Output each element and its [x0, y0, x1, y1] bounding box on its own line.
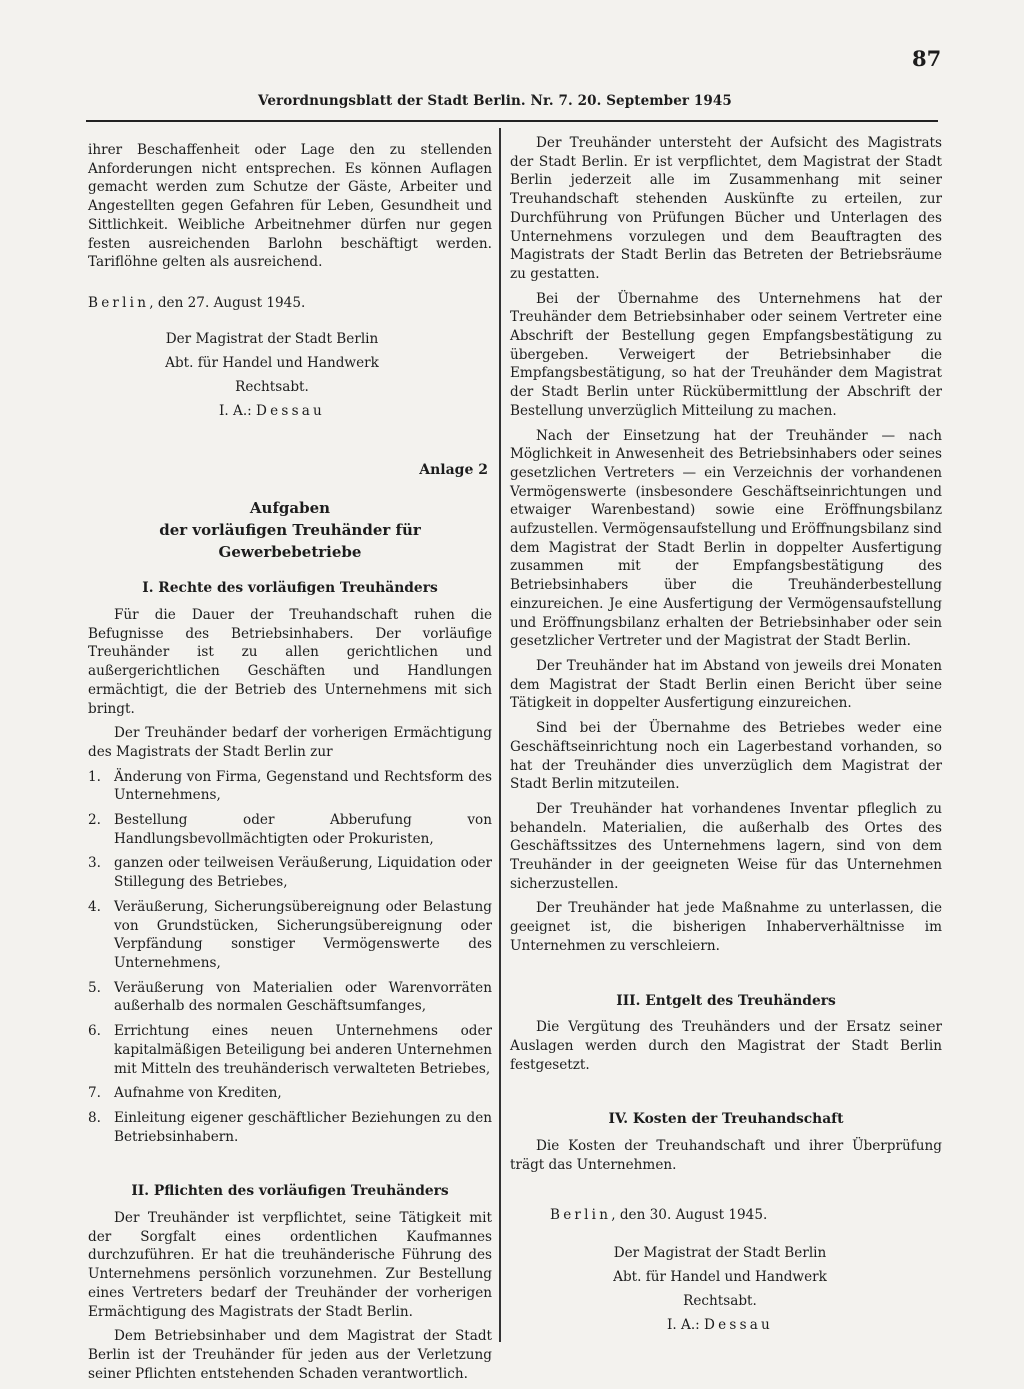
- list-item: [88, 1084, 492, 1103]
- header-rule: [86, 120, 938, 122]
- signature-line-2: Abt. für Handel und Handwerk: [165, 354, 379, 371]
- list-item: [88, 768, 492, 805]
- list-number: 4.: [88, 898, 101, 915]
- section-2-heading: II. Pflichten des vorläufigen Treuhänders: [131, 1183, 449, 1200]
- date-place: Berlin: [550, 1207, 612, 1224]
- paragraph-takeover: Bei der Übernahme des Unternehmens hat der Treuhänder dem Betriebsinhaber oder seinem Vertreter eine Abschrift der Bestellung gegen Empfangsbestätigung zu übergeben. Verweigert der Betriebsinhaber die Empfangsbestätigung, so hat der Treuhänder dem Magistrat der Stadt Berlin unter Rückübermittlung der Abschrift der Bestellung unverzüglich Mitteilung zu machen.: [510, 290, 942, 419]
- list-text: Bestellung oder Abberufung von Handlungsbevollmächtigten oder Prokuristen,: [114, 812, 492, 847]
- signature-line-4: [560, 1313, 880, 1337]
- title-line-1: Aufgaben: [249, 499, 331, 518]
- list-item: [88, 1022, 492, 1078]
- signature-block: [560, 1241, 880, 1337]
- section-3-paragraph: Die Vergütung des Treuhänders und der Ersatz seiner Auslagen werden durch den Magistrat der Stadt Berlin festgesetzt.: [510, 1019, 942, 1073]
- left-column: [88, 141, 492, 1389]
- section-1-paragraph-2: Der Treuhänder bedarf der vorherigen Ermächtigung des Magistrats der Stadt Berlin zur: [88, 725, 492, 760]
- signature-prefix: I. A.:: [666, 1317, 705, 1334]
- date-place: Berlin: [88, 294, 150, 311]
- signature-line-3: Rechtsabt.: [683, 1293, 757, 1310]
- list-number: 7.: [88, 1085, 101, 1102]
- signature-line-1: Der Magistrat der Stadt Berlin: [165, 330, 379, 347]
- list-item: [88, 898, 492, 973]
- paragraph-no-stock: Sind bei der Übernahme des Betriebes weder eine Geschäftseinrichtung noch ein Lagerbestand vorhanden, so hat der Treuhänder dies unverzüglich dem Magistrat der Stadt Berlin mitzuteilen.: [510, 720, 942, 793]
- list-text: Errichtung eines neuen Unternehmens oder kapitalmäßigen Beteiligung bei anderen Unternehmen mit Mitteln des treuhänderisch verwalteten Betriebes,: [114, 1023, 492, 1077]
- signature-name: Dessau: [256, 402, 326, 419]
- list-text: ganzen oder teilweisen Veräußerung, Liquidation oder Stillegung des Betriebes,: [114, 855, 492, 891]
- list-number: 8.: [88, 1109, 101, 1126]
- date-text: , den 27. August 1945.: [149, 294, 306, 311]
- page-number: 87: [912, 46, 942, 71]
- column-divider: [499, 128, 501, 1342]
- list-item: [88, 854, 492, 891]
- list-number: 1.: [88, 768, 101, 785]
- signature-line-1: Der Magistrat der Stadt Berlin: [613, 1245, 827, 1262]
- right-column: [510, 134, 942, 1337]
- section-1-heading: I. Rechte des vorläufigen Treuhänders: [142, 580, 438, 597]
- paragraph-ownership: Der Treuhänder hat jede Maßnahme zu unterlassen, die geeignet ist, die bisherigen Inhaberverhältnisse im Unternehmen zu verschleiern.: [510, 900, 942, 954]
- section-1-paragraph-1: Für die Dauer der Treuhandschaft ruhen die Befugnisse des Betriebsinhabers. Der vorläufige Treuhänder ist zu allen gerichtlichen und außergerichtlichen Geschäften und Handlungen ermächtigt, die der Betrieb des Unternehmens mit sich bringt.: [88, 607, 492, 717]
- signature-line-2: Abt. für Handel und Handwerk: [613, 1269, 827, 1286]
- list-number: 5.: [88, 979, 101, 996]
- date-text: , den 30. August 1945.: [611, 1207, 768, 1224]
- list-item: [88, 811, 492, 848]
- date-line: [510, 1206, 942, 1225]
- annex-label: Anlage 2: [419, 461, 488, 478]
- list-text: Änderung von Firma, Gegenstand und Rechtsform des Unternehmens,: [114, 768, 492, 804]
- list-number: 3.: [88, 855, 101, 872]
- list-text: Veräußerung, Sicherungsübereignung oder Belastung von Grundstücken, Sicherungsübereignung oder Verpfändung sonstiger Vermögenswerte des Unternehmens,: [114, 898, 492, 971]
- signature-line-4: [122, 399, 422, 423]
- section-3-heading: III. Entgelt des Treuhänders: [616, 992, 836, 1009]
- paragraph-reports: Der Treuhänder hat im Abstand von jeweils drei Monaten dem Magistrat der Stadt Berlin einen Bericht über seine Tätigkeit in doppelter Ausfertigung einzureichen.: [510, 657, 942, 712]
- section-4-heading: IV. Kosten der Treuhandschaft: [608, 1111, 844, 1128]
- title-line-2: der vorläufigen Treuhänder für Gewerbebetriebe: [159, 521, 421, 562]
- signature-line-3: Rechtsabt.: [235, 378, 309, 395]
- list-number: 6.: [88, 1023, 101, 1040]
- date-line: [88, 294, 492, 313]
- section-2-paragraph-2: Dem Betriebsinhaber und dem Magistrat der Stadt Berlin ist der Treuhänder für jeden aus der Verletzung seiner Pflichten entstehenden Schaden verantwortlich.: [88, 1328, 492, 1382]
- list-text: Einleitung eigener geschäftlicher Beziehungen zu den Betriebsinhabern.: [114, 1109, 492, 1145]
- list-item: [88, 1109, 492, 1146]
- list-text: Veräußerung von Materialien oder Warenvorräten außerhalb des normalen Geschäftsumfanges,: [114, 979, 492, 1015]
- authorization-list: [88, 768, 492, 1147]
- signature-prefix: I. A.:: [218, 402, 257, 419]
- continuation-paragraph: ihrer Beschaffenheit oder Lage den zu stellenden Anforderungen nicht entsprechen. Es können Auflagen gemacht werden zum Schutze der Gäste, Arbeiter und Angestellten gegen Gefahren für Leben, Gesundheit und Sittlichkeit. Weibliche Arbeitnehmer dürfen nur gegen festen ausreichenden Barlohn beschäftigt werden. Tariflöhne gelten als ausreichend.: [88, 142, 492, 271]
- signature-block: [122, 327, 422, 423]
- section-2-paragraph-1: Der Treuhänder ist verpflichtet, seine Tätigkeit mit der Sorgfalt eines ordentlichen Kaufmannes durchzuführen. Er hat die treuhänderische Führung des Unternehmens persönlich vorzunehmen. Zur Bestellung eines Vertreters bedarf der Treuhänder der vorherigen Ermächtigung des Magistrats der Stadt Berlin.: [88, 1210, 492, 1320]
- paragraph-inventory: Nach der Einsetzung hat der Treuhänder — nach Möglichkeit in Anwesenheit des Betriebsinhabers oder seines gesetzlichen Vertreters — ein Verzeichnis der vorhandenen Vermögenswerte (insbesondere Geschäftseinrichtungen und etwaiger Warenbestand) sowie eine Eröffnungsbilanz aufzustellen. Vermögensaufstellung und Eröffnungsbilanz sind dem Magistrat der Stadt Berlin in doppelter Ausfertigung zusammen mit der Empfangsbestätigung des Betriebsinhabers über die Treuhänderbestellung einzureichen. Je eine Ausfertigung der Vermögensaufstellung und Eröffnungsbilanz erhalten der Betriebsinhaber oder sein gesetzlicher Vertreter und der Magistrat der Stadt Berlin.: [510, 427, 942, 650]
- list-number: 2.: [88, 812, 101, 829]
- list-item: [88, 979, 492, 1016]
- list-text: Aufnahme von Krediten,: [114, 1085, 282, 1102]
- paragraph-supervision: Der Treuhänder untersteht der Aufsicht des Magistrats der Stadt Berlin. Er ist verpflichtet, dem Magistrat der Stadt Berlin jederzeit alle im Zusammenhang mit seiner Treuhandschaft stehenden Auskünfte zu erteilen, zur Durchführung von Prüfungen Bücher und Unterlagen des Unternehmens vorzulegen und dem Beauftragten des Magistrats der Stadt Berlin das Betreten der Betriebsräume zu gestatten.: [510, 135, 942, 282]
- running-header: Verordnungsblatt der Stadt Berlin. Nr. 7. 20. September 1945: [258, 93, 732, 109]
- section-4-paragraph: Die Kosten der Treuhandschaft und ihrer Überprüfung trägt das Unternehmen.: [510, 1138, 942, 1173]
- paragraph-care: Der Treuhänder hat vorhandenes Inventar pfleglich zu behandeln. Materialien, die außerhalb des Ortes des Geschäftssitzes des Unternehmens lagern, sind von dem Treuhänder in der geeigneten Weise für das Unternehmen sicherzustellen.: [510, 800, 942, 892]
- signature-name: Dessau: [704, 1317, 774, 1334]
